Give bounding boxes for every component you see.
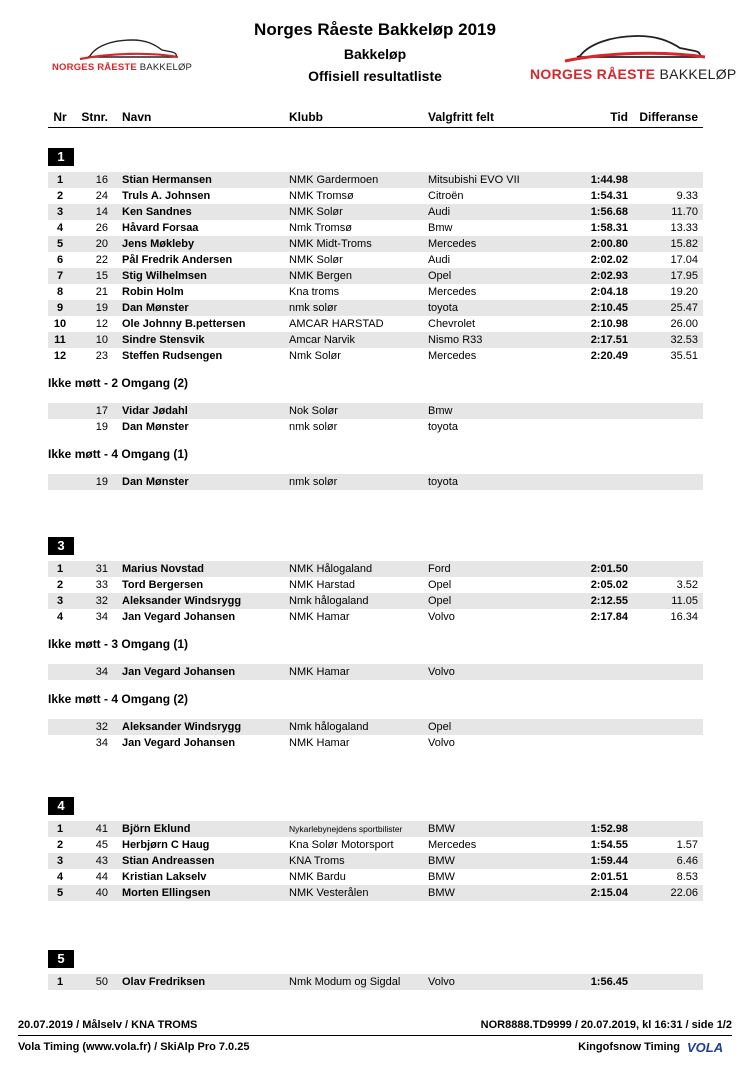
cell-klubb: NMK Solør <box>289 254 343 266</box>
cell-navn: Dan Mønster <box>122 421 189 433</box>
cell-navn: Ken Sandnes <box>122 206 192 218</box>
cell-navn: Stian Hermansen <box>122 174 212 186</box>
absent-group-title: Ikke møtt - 4 Omgang (1) <box>48 447 189 461</box>
cell-nr: 12 <box>53 350 67 362</box>
cell-tid: 2:01.51 <box>590 871 628 883</box>
footer-event-info: 20.07.2019 / Målselv / KNA TROMS <box>18 1019 198 1031</box>
cell-valgfritt: Volvo <box>428 666 455 678</box>
cell-navn: Aleksander Windsrygg <box>122 721 242 733</box>
cell-tid: 1:44.98 <box>590 174 628 186</box>
cell-nr: 11 <box>54 334 66 346</box>
cell-nr: 1 <box>56 174 64 186</box>
page-subtitle: Bakkeløp <box>343 46 407 62</box>
cell-navn: Olav Fredriksen <box>122 976 206 988</box>
cell-nr: 2 <box>56 579 64 591</box>
cell-navn: Herbjørn C Haug <box>122 839 210 851</box>
col-navn: Navn <box>122 110 152 124</box>
cell-navn: Marius Novstad <box>122 563 204 575</box>
cell-nr: 4 <box>56 222 64 234</box>
cell-klubb: NMK Solør <box>289 206 343 218</box>
cell-valgfritt: Ford <box>428 563 451 575</box>
cell-klubb: NMK Midt-Troms <box>289 238 372 250</box>
cell-stnr: 21 <box>95 286 108 298</box>
vola-logo-icon <box>686 1040 732 1056</box>
table-row <box>48 853 703 869</box>
cell-valgfritt: BMW <box>428 887 455 899</box>
col-differanse: Differanse <box>639 110 698 124</box>
cell-navn: Jan Vegard Johansen <box>122 666 236 678</box>
cell-nr: 9 <box>56 302 64 314</box>
page-title: Norges Råeste Bakkeløp 2019 <box>254 20 496 39</box>
cell-klubb: Amcar Narvik <box>289 334 356 346</box>
cell-valgfritt: Nismo R33 <box>428 334 483 346</box>
cell-stnr: 14 <box>95 206 108 218</box>
cell-klubb: Kna Solør Motorsport <box>289 839 394 851</box>
cell-klubb: Nmk hålogaland <box>289 721 369 733</box>
cell-valgfritt: Opel <box>428 721 452 733</box>
cell-navn: Jens Møkleby <box>122 238 195 250</box>
cell-klubb: NMK Harstad <box>289 579 356 591</box>
car-silhouette-icon <box>525 26 725 66</box>
cell-stnr: 24 <box>95 190 108 202</box>
table-row <box>48 172 703 188</box>
cell-navn: Dan Mønster <box>122 302 189 314</box>
cell-tid: 2:10.98 <box>590 318 628 330</box>
table-row <box>48 561 703 577</box>
table-row <box>48 837 703 853</box>
cell-differanse: 22.06 <box>670 887 698 899</box>
cell-klubb: Nykarlebynejdens sportbilister <box>289 824 403 834</box>
table-row <box>48 664 703 680</box>
cell-navn: Steffen Rudsengen <box>122 350 223 362</box>
cell-tid: 1:58.31 <box>590 222 628 234</box>
table-row <box>48 869 703 885</box>
cell-differanse: 35.51 <box>670 350 698 362</box>
cell-tid: 2:20.49 <box>590 350 628 362</box>
cell-navn: Stian Andreassen <box>122 855 215 867</box>
cell-klubb: NMK Hamar <box>289 737 350 749</box>
cell-stnr: 16 <box>95 174 108 186</box>
cell-navn: Aleksander Windsrygg <box>122 595 242 607</box>
table-row <box>48 821 703 837</box>
cell-valgfritt: Mercedes <box>428 238 477 250</box>
cell-stnr: 19 <box>95 302 108 314</box>
cell-valgfritt: Volvo <box>428 611 455 623</box>
cell-navn: Jan Vegard Johansen <box>122 737 236 749</box>
cell-klubb: NMK Tromsø <box>289 190 354 202</box>
cell-valgfritt: Opel <box>428 270 452 282</box>
cell-klubb: NMK Hamar <box>289 666 350 678</box>
vola-logo-text: VOLA <box>687 1040 724 1055</box>
cell-differanse: 15.82 <box>670 238 698 250</box>
cell-valgfritt: Volvo <box>428 976 455 988</box>
table-row <box>48 252 703 268</box>
cell-valgfritt: Audi <box>428 206 451 218</box>
cell-klubb: NMK Bergen <box>289 270 352 282</box>
cell-stnr: 41 <box>95 823 108 835</box>
cell-valgfritt: Audi <box>428 254 451 266</box>
cell-tid: 1:59.44 <box>590 855 628 867</box>
cell-valgfritt: BMW <box>428 823 455 835</box>
cell-differanse: 17.95 <box>670 270 698 282</box>
cell-stnr: 20 <box>95 238 108 250</box>
cell-differanse: 6.46 <box>676 855 698 867</box>
footer-meta <box>18 1019 732 1033</box>
cell-valgfritt: toyota <box>428 302 458 314</box>
table-row <box>48 220 703 236</box>
cell-valgfritt: Opel <box>428 579 452 591</box>
table-row <box>48 316 703 332</box>
cell-nr: 3 <box>56 595 64 607</box>
cell-klubb: KNA Troms <box>289 855 345 867</box>
cell-navn: Björn Eklund <box>122 823 191 835</box>
cell-nr: 8 <box>56 286 64 298</box>
cell-differanse: 11.70 <box>671 206 698 218</box>
cell-klubb: NMK Hamar <box>289 611 350 623</box>
cell-stnr: 17 <box>95 405 108 417</box>
cell-tid: 2:02.93 <box>590 270 628 282</box>
cell-navn: Tord Bergersen <box>122 579 204 591</box>
cell-differanse: 19.20 <box>670 286 698 298</box>
col-tid: Tid <box>610 110 628 124</box>
table-row <box>48 609 703 625</box>
cell-klubb: nmk solør <box>289 302 338 314</box>
cell-klubb: Kna troms <box>289 286 340 298</box>
cell-stnr: 43 <box>95 855 108 867</box>
cell-valgfritt: Citroën <box>428 190 464 202</box>
cell-klubb: Nok Solør <box>289 405 338 417</box>
cell-stnr: 12 <box>95 318 108 330</box>
cell-nr: 6 <box>56 254 64 266</box>
cell-nr: 3 <box>56 206 64 218</box>
class-label-box: 3 <box>48 537 74 555</box>
cell-navn: Håvard Forsaa <box>122 222 199 234</box>
cell-klubb: Nmk hålogaland <box>289 595 369 607</box>
cell-stnr: 19 <box>95 476 108 488</box>
cell-differanse: 26.00 <box>670 318 698 330</box>
event-logo-right <box>525 26 737 86</box>
cell-valgfritt: Bmw <box>428 405 453 417</box>
cell-differanse: 1.57 <box>676 839 698 851</box>
cell-klubb: NMK Bardu <box>289 871 346 883</box>
footer-credits <box>18 1041 732 1057</box>
cell-stnr: 26 <box>95 222 108 234</box>
cell-klubb: nmk solør <box>289 421 338 433</box>
cell-navn: Stig Wilhelmsen <box>122 270 207 282</box>
cell-stnr: 15 <box>95 270 108 282</box>
table-row <box>48 332 703 348</box>
cell-tid: 2:05.02 <box>590 579 628 591</box>
cell-klubb: nmk solør <box>289 476 338 488</box>
cell-differanse: 17.04 <box>670 254 698 266</box>
cell-nr: 1 <box>56 976 64 988</box>
table-row <box>48 204 703 220</box>
table-row <box>48 300 703 316</box>
cell-nr: 1 <box>56 563 64 575</box>
cell-tid: 2:17.51 <box>590 334 628 346</box>
table-row <box>48 348 703 364</box>
cell-valgfritt: Mercedes <box>428 839 477 851</box>
footer-page-info: NOR8888.TD9999 / 20.07.2019, kl 16:31 / side 1/2 <box>480 1019 732 1031</box>
footer-divider <box>18 1035 732 1036</box>
table-row <box>48 593 703 609</box>
cell-navn: Dan Mønster <box>122 476 189 488</box>
cell-nr: 2 <box>56 839 64 851</box>
cell-nr: 5 <box>56 238 64 250</box>
cell-valgfritt: Bmw <box>428 222 453 234</box>
table-row <box>48 419 703 435</box>
table-row <box>48 284 703 300</box>
cell-valgfritt: Volvo <box>428 737 455 749</box>
cell-klubb: Nmk Modum og Sigdal <box>289 976 401 988</box>
cell-differanse: 3.52 <box>676 579 698 591</box>
column-headers <box>48 110 703 128</box>
cell-nr: 4 <box>56 611 64 623</box>
logo-text-right: NORGES RÅESTE BAKKELØP <box>530 66 737 82</box>
cell-stnr: 23 <box>95 350 108 362</box>
table-row <box>48 719 703 735</box>
cell-navn: Ole Johnny B.pettersen <box>122 318 246 330</box>
col-valgfritt: Valgfritt felt <box>428 110 495 124</box>
page-header <box>0 0 750 100</box>
cell-klubb: NMK Hålogaland <box>289 563 373 575</box>
cell-nr: 4 <box>56 871 64 883</box>
cell-stnr: 45 <box>95 839 108 851</box>
cell-stnr: 34 <box>95 666 108 678</box>
cell-klubb: AMCAR HARSTAD <box>289 318 384 330</box>
cell-stnr: 32 <box>95 721 108 733</box>
cell-stnr: 19 <box>95 421 108 433</box>
cell-nr: 1 <box>56 823 64 835</box>
cell-differanse: 32.53 <box>670 334 698 346</box>
cell-valgfritt: Chevrolet <box>428 318 476 330</box>
cell-tid: 1:56.45 <box>590 976 628 988</box>
cell-differanse: 8.53 <box>676 871 698 883</box>
cell-tid: 2:02.02 <box>590 254 628 266</box>
table-row <box>48 474 703 490</box>
cell-nr: 5 <box>56 887 64 899</box>
car-silhouette-icon <box>50 30 190 64</box>
cell-stnr: 22 <box>95 254 108 266</box>
cell-stnr: 50 <box>95 976 108 988</box>
col-klubb: Klubb <box>289 110 323 124</box>
cell-nr: 2 <box>56 190 64 202</box>
cell-stnr: 10 <box>95 334 108 346</box>
cell-valgfritt: Mercedes <box>428 350 477 362</box>
cell-tid: 1:56.68 <box>590 206 628 218</box>
col-nr: Nr <box>53 110 67 124</box>
cell-tid: 2:17.84 <box>590 611 628 623</box>
cell-differanse: 25.47 <box>670 302 698 314</box>
cell-tid: 2:10.45 <box>590 302 628 314</box>
logo-text-left: NORGES RÅESTE BAKKELØP <box>52 62 193 73</box>
cell-navn: Vidar Jødahl <box>122 405 188 417</box>
cell-tid: 2:12.55 <box>590 595 628 607</box>
cell-tid: 2:04.18 <box>590 286 628 298</box>
cell-nr: 10 <box>53 318 67 330</box>
cell-tid: 2:01.50 <box>590 563 628 575</box>
cell-stnr: 31 <box>95 563 108 575</box>
cell-navn: Truls A. Johnsen <box>122 190 211 202</box>
absent-group-title: Ikke møtt - 3 Omgang (1) <box>48 637 189 651</box>
cell-klubb: Nmk Tromsø <box>289 222 352 234</box>
cell-valgfritt: Opel <box>428 595 452 607</box>
table-row <box>48 735 703 751</box>
cell-differanse: 16.34 <box>670 611 698 623</box>
cell-tid: 2:15.04 <box>590 887 628 899</box>
absent-group-title: Ikke møtt - 4 Omgang (2) <box>48 692 189 706</box>
cell-nr: 3 <box>56 855 64 867</box>
cell-valgfritt: Mitsubishi EVO VII <box>428 174 520 186</box>
cell-valgfritt: toyota <box>428 476 458 488</box>
absent-group-title: Ikke møtt - 2 Omgang (2) <box>48 376 189 390</box>
table-row <box>48 885 703 901</box>
cell-navn: Robin Holm <box>122 286 184 298</box>
cell-valgfritt: BMW <box>428 871 455 883</box>
cell-tid: 1:54.55 <box>590 839 628 851</box>
cell-stnr: 34 <box>95 737 108 749</box>
cell-klubb: Nmk Solør <box>289 350 341 362</box>
cell-valgfritt: toyota <box>428 421 458 433</box>
table-row <box>48 268 703 284</box>
event-logo-left <box>50 30 193 78</box>
table-row <box>48 236 703 252</box>
class-label-box: 5 <box>48 950 74 968</box>
cell-tid: 2:00.80 <box>590 238 628 250</box>
table-row <box>48 188 703 204</box>
cell-navn: Morten Ellingsen <box>122 887 211 899</box>
cell-tid: 1:52.98 <box>590 823 628 835</box>
cell-stnr: 33 <box>95 579 108 591</box>
footer-software: Vola Timing (www.vola.fr) / SkiAlp Pro 7.0.25 <box>18 1041 250 1053</box>
table-row <box>48 577 703 593</box>
cell-valgfritt: BMW <box>428 855 455 867</box>
cell-nr: 7 <box>56 270 64 282</box>
list-title: Offisiell resultatliste <box>308 68 442 84</box>
cell-differanse: 9.33 <box>676 190 698 202</box>
cell-differanse: 11.05 <box>671 595 698 607</box>
col-stnr: Stnr. <box>81 110 108 124</box>
cell-navn: Pål Fredrik Andersen <box>122 254 233 266</box>
cell-stnr: 44 <box>95 871 108 883</box>
cell-klubb: NMK Vesterålen <box>289 887 369 899</box>
cell-stnr: 40 <box>95 887 108 899</box>
cell-tid: 1:54.31 <box>590 190 628 202</box>
cell-stnr: 32 <box>95 595 108 607</box>
cell-navn: Kristian Lakselv <box>122 871 207 883</box>
footer-timing: Kingofsnow Timing <box>578 1041 680 1053</box>
class-label-box: 1 <box>48 148 74 166</box>
table-row <box>48 974 703 990</box>
cell-klubb: NMK Gardermoen <box>289 174 379 186</box>
cell-navn: Sindre Stensvik <box>122 334 205 346</box>
table-row <box>48 403 703 419</box>
class-label-box: 4 <box>48 797 74 815</box>
cell-valgfritt: Mercedes <box>428 286 477 298</box>
cell-navn: Jan Vegard Johansen <box>122 611 236 623</box>
cell-differanse: 13.33 <box>670 222 698 234</box>
cell-stnr: 34 <box>95 611 108 623</box>
